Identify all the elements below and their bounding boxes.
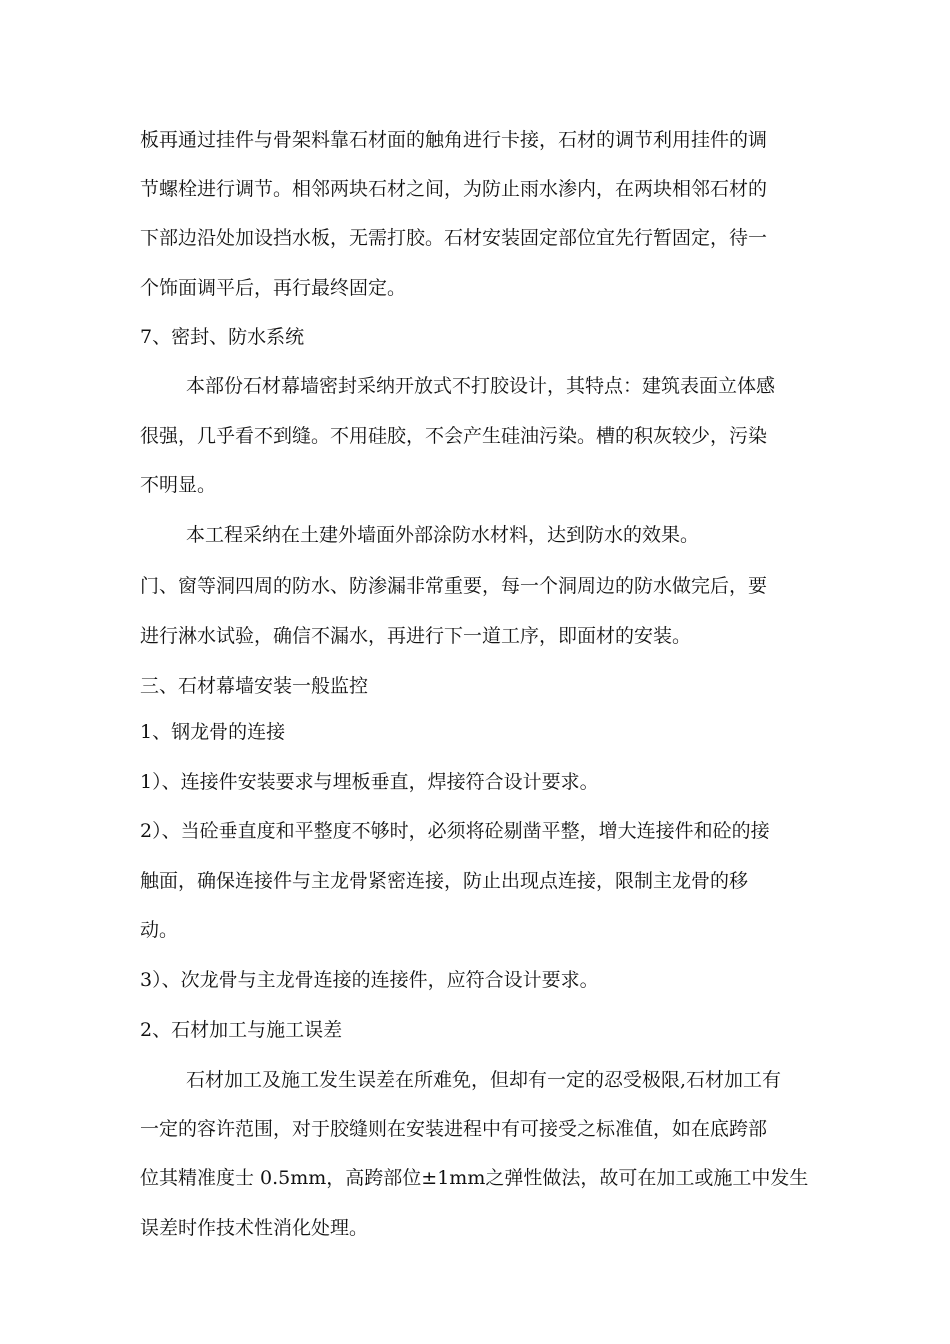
body-text-line: 个饰面调平后，再行最终固定。 <box>140 277 407 299</box>
body-text-line: 进行淋水试验，确信不漏水，再进行下一道工序，即面材的安装。 <box>140 625 692 647</box>
body-text-line: 板再通过挂件与骨架料靠石材面的触角进行卡接，石材的调节利用挂件的调 <box>140 129 768 151</box>
body-text-line: 下部边沿处加设挡水板，无需打胶。石材安装固定部位宜先行暂固定，待一 <box>140 227 768 249</box>
list-item: 3）、次龙骨与主龙骨连接的连接件，应符合设计要求。 <box>140 969 599 991</box>
section-heading: 三、石材幕墙安装一般监控 <box>140 675 369 697</box>
body-text-line: 本工程采纳在土建外墙面外部涂防水材料，达到防水的效果。 <box>186 524 700 546</box>
body-text-line: 石材加工及施工发生误差在所难免，但却有一定的忍受极限,石材加工有 <box>186 1069 782 1091</box>
subsection-heading: 1、钢龙骨的连接 <box>140 721 286 743</box>
body-text-line: 触面，确保连接件与主龙骨紧密连接，防止出现点连接，限制主龙骨的移 <box>140 870 749 892</box>
body-text-line: 门、窗等洞四周的防水、防渗漏非常重要，每一个洞周边的防水做完后，要 <box>140 575 768 597</box>
body-text-line: 本部份石材幕墙密封采纳开放式不打胶设计，其特点：建筑表面立体感 <box>186 375 776 397</box>
body-text-line: 动。 <box>140 919 179 941</box>
body-text-line: 位其精准度士 0.5mm，高跨部位±1mm之弹性做法，故可在加工或施工中发生 <box>140 1167 809 1189</box>
list-item: 1）、连接件安装要求与埋板垂直，焊接符合设计要求。 <box>140 771 599 793</box>
body-text-line: 很强，几乎看不到缝。不用硅胶，不会产生硅油污染。槽的积灰较少，污染 <box>140 425 768 447</box>
body-text-line: 一定的容许范围，对于胶缝则在安装进程中有可接受之标准值，如在底跨部 <box>140 1118 768 1140</box>
body-text-line: 误差时作技术性消化处理。 <box>140 1217 369 1239</box>
subsection-heading: 2、石材加工与施工误差 <box>140 1019 343 1041</box>
list-item: 2）、当砼垂直度和平整度不够时，必须将砼剔凿平整，增大连接件和砼的接 <box>140 820 770 842</box>
section-heading: 7、密封、防水系统 <box>140 326 305 348</box>
body-text-line: 不明显。 <box>140 474 217 496</box>
body-text-line: 节螺栓进行调节。相邻两块石材之间，为防止雨水渗内，在两块相邻石材的 <box>140 178 768 200</box>
